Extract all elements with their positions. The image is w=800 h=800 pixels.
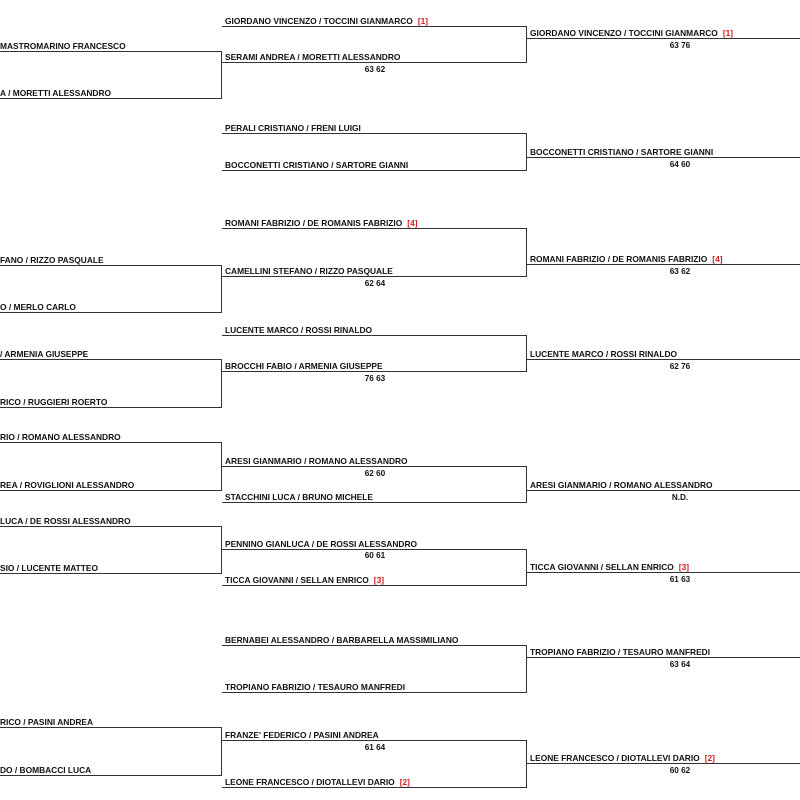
team-name-text: CAMELLINI STEFANO / RIZZO PASQUALE — [225, 266, 393, 276]
match-score: 62 60 — [364, 469, 386, 478]
team-name-text: RICO / PASINI ANDREA — [0, 717, 94, 727]
team-name-text: A / MORETTI ALESSANDRO — [0, 88, 112, 98]
team-name-text: BOCCONETTI CRISTIANO / SARTORE GIANNI — [225, 160, 409, 170]
team-name-text: BOCCONETTI CRISTIANO / SARTORE GIANNI — [530, 147, 714, 157]
team-name-text: LUCA / DE ROSSI ALESSANDRO — [0, 516, 131, 526]
bracket-line — [0, 442, 222, 443]
team-name-text: TROPIANO FABRIZIO / TESAURO MANFREDI — [530, 647, 711, 657]
bracket-line — [527, 38, 800, 39]
bracket-line — [222, 26, 527, 27]
team-name-text: MASTROMARINO FRANCESCO — [0, 41, 126, 51]
team-name-text: TICCA GIOVANNI / SELLAN ENRICO — [225, 575, 369, 585]
team-name — [225, 635, 458, 645]
seed-badge: [4] — [712, 254, 723, 264]
bracket-line — [527, 157, 800, 158]
team-name-text: STACCHINI LUCA / BRUNO MICHELE — [225, 492, 373, 502]
team-name-text: GIORDANO VINCENZO / TOCCINI GIANMARCO — [530, 28, 718, 38]
team-name-text: ARESI GIANMARIO / ROMANO ALESSANDRO — [225, 456, 408, 466]
team-name — [225, 682, 405, 692]
bracket-line — [222, 62, 527, 63]
team-name — [0, 480, 134, 490]
bracket-line — [0, 490, 222, 491]
bracket-line — [222, 133, 527, 134]
bracket-line — [0, 727, 222, 728]
team-name-text: ARESI GIANMARIO / ROMANO ALESSANDRO — [530, 480, 713, 490]
bracket-line — [0, 51, 222, 52]
bracket-connector — [526, 549, 527, 586]
bracket-line — [222, 787, 527, 788]
bracket-line — [222, 276, 527, 277]
team-name — [225, 456, 408, 466]
team-name — [530, 480, 713, 490]
team-name — [225, 361, 383, 371]
team-name-text: RIO / ROMANO ALESSANDRO — [0, 432, 121, 442]
bracket-line — [222, 170, 527, 171]
bracket-line — [0, 526, 222, 527]
team-name — [530, 753, 715, 763]
bracket-line — [222, 335, 527, 336]
team-name — [0, 349, 88, 359]
bracket-line — [222, 645, 527, 646]
team-name-text: FANO / RIZZO PASQUALE — [0, 255, 104, 265]
bracket-line — [527, 763, 800, 764]
team-name-text: LEONE FRANCESCO / DIOTALLEVI DARIO — [225, 777, 395, 787]
seed-badge: [1] — [722, 28, 734, 38]
team-name — [225, 575, 384, 585]
bracket-line — [222, 228, 527, 229]
match-score: 60 61 — [364, 551, 386, 560]
team-name — [0, 41, 126, 51]
team-name-text: LEONE FRANCESCO / DIOTALLEVI DARIO — [530, 753, 700, 763]
team-name-text: LUCENTE MARCO / ROSSI RINALDO — [225, 325, 373, 335]
team-name — [0, 255, 104, 265]
team-name — [0, 397, 107, 407]
bracket-connector — [221, 51, 222, 99]
bracket-line — [222, 502, 527, 503]
bracket-line — [527, 359, 800, 360]
match-score: 61 64 — [364, 743, 386, 752]
bracket-connector — [221, 526, 222, 574]
seed-badge: [3] — [678, 562, 690, 572]
seed-badge: [1] — [417, 16, 429, 26]
bracket-line — [0, 775, 222, 776]
team-name-text: GIORDANO VINCENZO / TOCCINI GIANMARCO — [225, 16, 413, 26]
bracket-connector — [221, 265, 222, 313]
team-name-text: PERALI CRISTIANO / FRENI LUIGI — [225, 123, 361, 133]
match-score: 61 63 — [669, 575, 691, 584]
bracket-connector — [526, 228, 527, 277]
team-name — [0, 302, 76, 312]
bracket-line — [0, 359, 222, 360]
bracket-connector — [221, 359, 222, 408]
bracket-line — [527, 572, 800, 573]
bracket-line — [0, 407, 222, 408]
seed-badge: [2] — [704, 753, 715, 763]
bracket-connector — [221, 727, 222, 776]
team-name — [225, 52, 400, 62]
team-name — [530, 254, 723, 264]
team-name — [530, 28, 733, 38]
seed-badge: [2] — [399, 777, 410, 787]
team-name — [0, 765, 91, 775]
match-score: 62 64 — [364, 279, 386, 288]
team-name — [225, 492, 373, 502]
team-name — [0, 717, 93, 727]
bracket-line — [0, 312, 222, 313]
match-score: 62 76 — [669, 362, 691, 371]
team-name — [530, 647, 710, 657]
team-name — [0, 432, 121, 442]
bracket-line — [527, 490, 800, 491]
team-name — [0, 88, 111, 98]
team-name — [0, 516, 131, 526]
team-name — [225, 777, 410, 787]
team-name-text: TICCA GIOVANNI / SELLAN ENRICO — [530, 562, 674, 572]
bracket-line — [222, 740, 527, 741]
team-name — [225, 730, 379, 740]
bracket-connector — [526, 740, 527, 788]
bracket-line — [0, 573, 222, 574]
team-name-text: SIO / LUCENTE MATTEO — [0, 563, 99, 573]
match-score: 63 64 — [669, 660, 691, 669]
team-name-text: PENNINO GIANLUCA / DE ROSSI ALESSANDRO — [225, 539, 418, 549]
team-name — [225, 539, 417, 549]
bracket-line — [222, 371, 527, 372]
team-name — [225, 266, 393, 276]
match-score: 76 63 — [364, 374, 386, 383]
team-name-text: LUCENTE MARCO / ROSSI RINALDO — [530, 349, 678, 359]
team-name-text: FRANZE' FEDERICO / PASINI ANDREA — [225, 730, 379, 740]
seed-badge: [4] — [407, 218, 418, 228]
bracket-connector — [526, 466, 527, 503]
team-name-text: BERNABEI ALESSANDRO / BARBARELLA MASSIMILIANO — [225, 635, 459, 645]
team-name — [530, 147, 713, 157]
team-name — [225, 325, 372, 335]
bracket-line — [222, 692, 527, 693]
match-score: 63 62 — [669, 267, 691, 276]
bracket-line — [222, 585, 527, 586]
bracket-connector — [526, 645, 527, 693]
bracket-line — [222, 549, 527, 550]
team-name-text: O / MERLO CARLO — [0, 302, 76, 312]
bracket-line — [527, 657, 800, 658]
team-name-text: DO / BOMBACCI LUCA — [0, 765, 92, 775]
team-name — [530, 349, 677, 359]
team-name-text: RICO / RUGGIERI ROERTO — [0, 397, 108, 407]
bracket-line — [222, 466, 527, 467]
seed-badge: [3] — [373, 575, 385, 585]
team-name — [225, 218, 418, 228]
team-name-text: REA / ROVIGLIONI ALESSANDRO — [0, 480, 135, 490]
match-score: 64 60 — [669, 160, 691, 169]
team-name — [225, 160, 408, 170]
team-name-text: ROMANI FABRIZIO / DE ROMANIS FABRIZIO — [530, 254, 708, 264]
bracket-connector — [526, 335, 527, 372]
bracket-connector — [526, 26, 527, 63]
team-name — [0, 563, 98, 573]
team-name-text: TROPIANO FABRIZIO / TESAURO MANFREDI — [225, 682, 406, 692]
bracket-connector — [526, 133, 527, 171]
team-name — [530, 562, 689, 572]
team-name-text: SERAMI ANDREA / MORETTI ALESSANDRO — [225, 52, 401, 62]
bracket-line — [527, 264, 800, 265]
team-name-text: ROMANI FABRIZIO / DE ROMANIS FABRIZIO — [225, 218, 403, 228]
match-score: N.D. — [671, 493, 689, 502]
team-name — [225, 123, 361, 133]
match-score: 63 76 — [669, 41, 691, 50]
team-name-text: / ARMENIA GIUSEPPE — [0, 349, 89, 359]
bracket-line — [0, 265, 222, 266]
match-score: 60 62 — [669, 766, 691, 775]
match-score: 63 62 — [364, 65, 386, 74]
team-name — [225, 16, 428, 26]
team-name-text: BROCCHI FABIO / ARMENIA GIUSEPPE — [225, 361, 383, 371]
bracket-line — [0, 98, 222, 99]
